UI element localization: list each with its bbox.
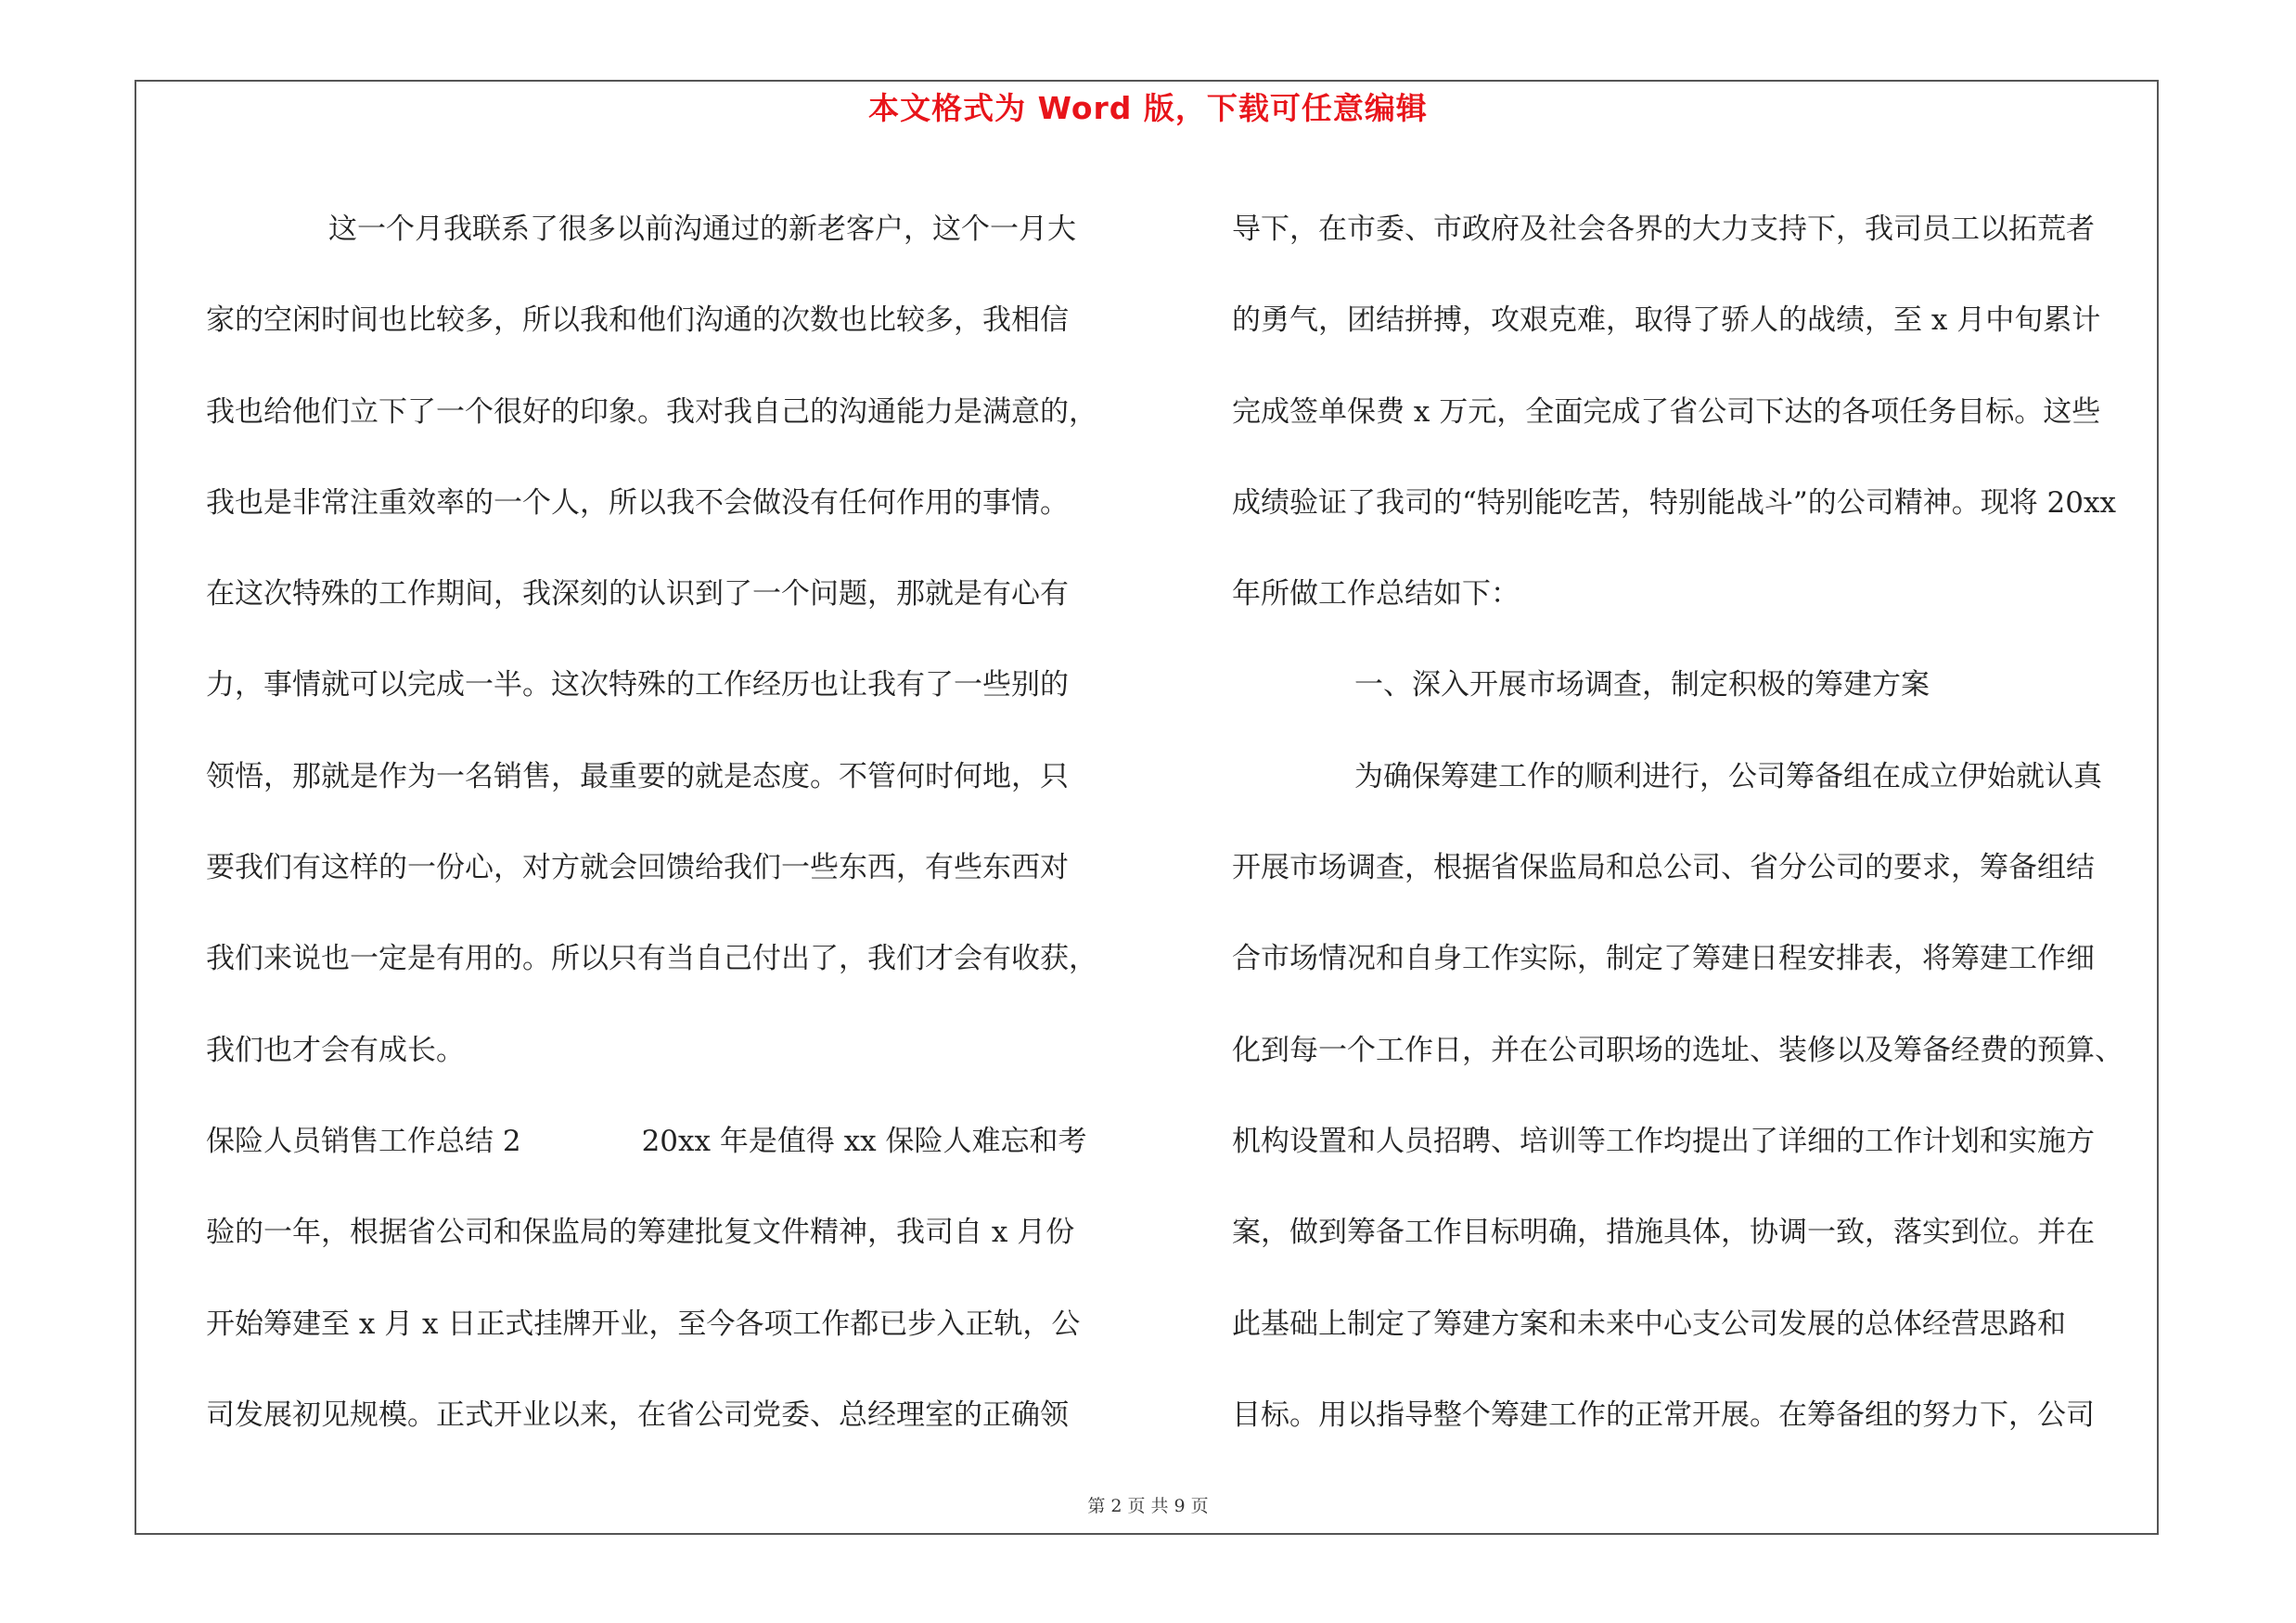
section-heading: 一、深入开展市场调查，制定积极的筹建方案: [1354, 668, 1930, 702]
text-line: 验的一年，根据省公司和保监局的筹建批复文件精神，我司自 x 月份: [206, 1216, 1075, 1250]
left-column: [206, 184, 1163, 1461]
text-line: 我们也才会有成长。: [206, 1033, 465, 1067]
text-line: 开展市场调查，根据省保监局和总公司、省分公司的要求，筹备组结: [1232, 851, 2095, 885]
text-line: 领悟，那就是作为一名销售，最重要的就是态度。不管何时何地，只: [206, 759, 1069, 793]
text-line: 目标。用以指导整个筹建工作的正常开展。在筹备组的努力下，公司: [1232, 1398, 2095, 1432]
text-line: 力，事情就可以完成一半。这次特殊的工作经历也让我有了一些别的: [206, 668, 1069, 702]
text-line: 此基础上制定了筹建方案和未来中心支公司发展的总体经营思路和: [1232, 1307, 2066, 1341]
page-number: 第 2 页 共 9 页: [1087, 1496, 1209, 1516]
right-column: [1232, 184, 2152, 1461]
text-line: 这一个月我联系了很多以前沟通过的新老客户，这个一月大: [328, 213, 1076, 246]
section-lead: 20xx 年是值得 xx 保险人难忘和考: [641, 1124, 1087, 1158]
text-line: 年所做工作总结如下：: [1232, 577, 1520, 612]
text-line: 案，做到筹备工作目标明确，措施具体，协调一致，落实到位。并在: [1232, 1216, 2095, 1250]
text-line: 为确保筹建工作的顺利进行，公司筹备组在成立伊始就认真: [1354, 759, 2102, 793]
text-line: 在这次特殊的工作期间，我深刻的认识到了一个问题，那就是有心有: [206, 577, 1069, 612]
text-line: 完成签单保费 x 万元，全面完成了省公司下达的各项任务目标。这些: [1232, 394, 2101, 429]
text-line: 机构设置和人员招聘、培训等工作均提出了详细的工作计划和实施方: [1232, 1124, 2095, 1158]
text-line: 合市场情况和自身工作实际，制定了筹建日程安排表，将筹建工作细: [1232, 942, 2095, 976]
text-line: 我们来说也一定是有用的。所以只有当自己付出了，我们才会有收获，: [206, 942, 1097, 976]
text-line: 开始筹建至 x 月 x 日正式挂牌开业，至今各项工作都已步入正轨，公: [206, 1307, 1081, 1341]
text-line: 家的空闲时间也比较多，所以我和他们沟通的次数也比较多，我相信: [206, 303, 1069, 338]
section-line: [206, 1096, 1163, 1187]
text-line: 要我们有这样的一份心，对方就会回馈给我们一些东西，有些东西对: [206, 851, 1069, 885]
text-line: 我也是非常注重效率的一个人，所以我不会做没有任何作用的事情。: [206, 485, 1069, 520]
text-line: 我也给他们立下了一个很好的印象。我对我自己的沟通能力是满意的，: [206, 394, 1097, 429]
format-banner: 本文格式为 Word 版，下载可任意编辑: [868, 90, 1428, 126]
text-line: 导下，在市委、市政府及社会各界的大力支持下，我司员工以拓荒者: [1232, 213, 2095, 246]
section-title: 保险人员销售工作总结 2: [206, 1124, 521, 1158]
text-line: 司发展初见规模。正式开业以来，在省公司党委、总经理室的正确领: [206, 1398, 1069, 1432]
text-line: 化到每一个工作日，并在公司职场的选址、装修以及筹备经费的预算、: [1232, 1033, 2123, 1067]
text-line: 的勇气，团结拼搏，攻艰克难，取得了骄人的战绩，至 x 月中旬累计: [1232, 303, 2101, 338]
text-line: 成绩验证了我司的“特别能吃苦，特别能战斗”的公司精神。现将 20xx: [1232, 485, 2116, 520]
